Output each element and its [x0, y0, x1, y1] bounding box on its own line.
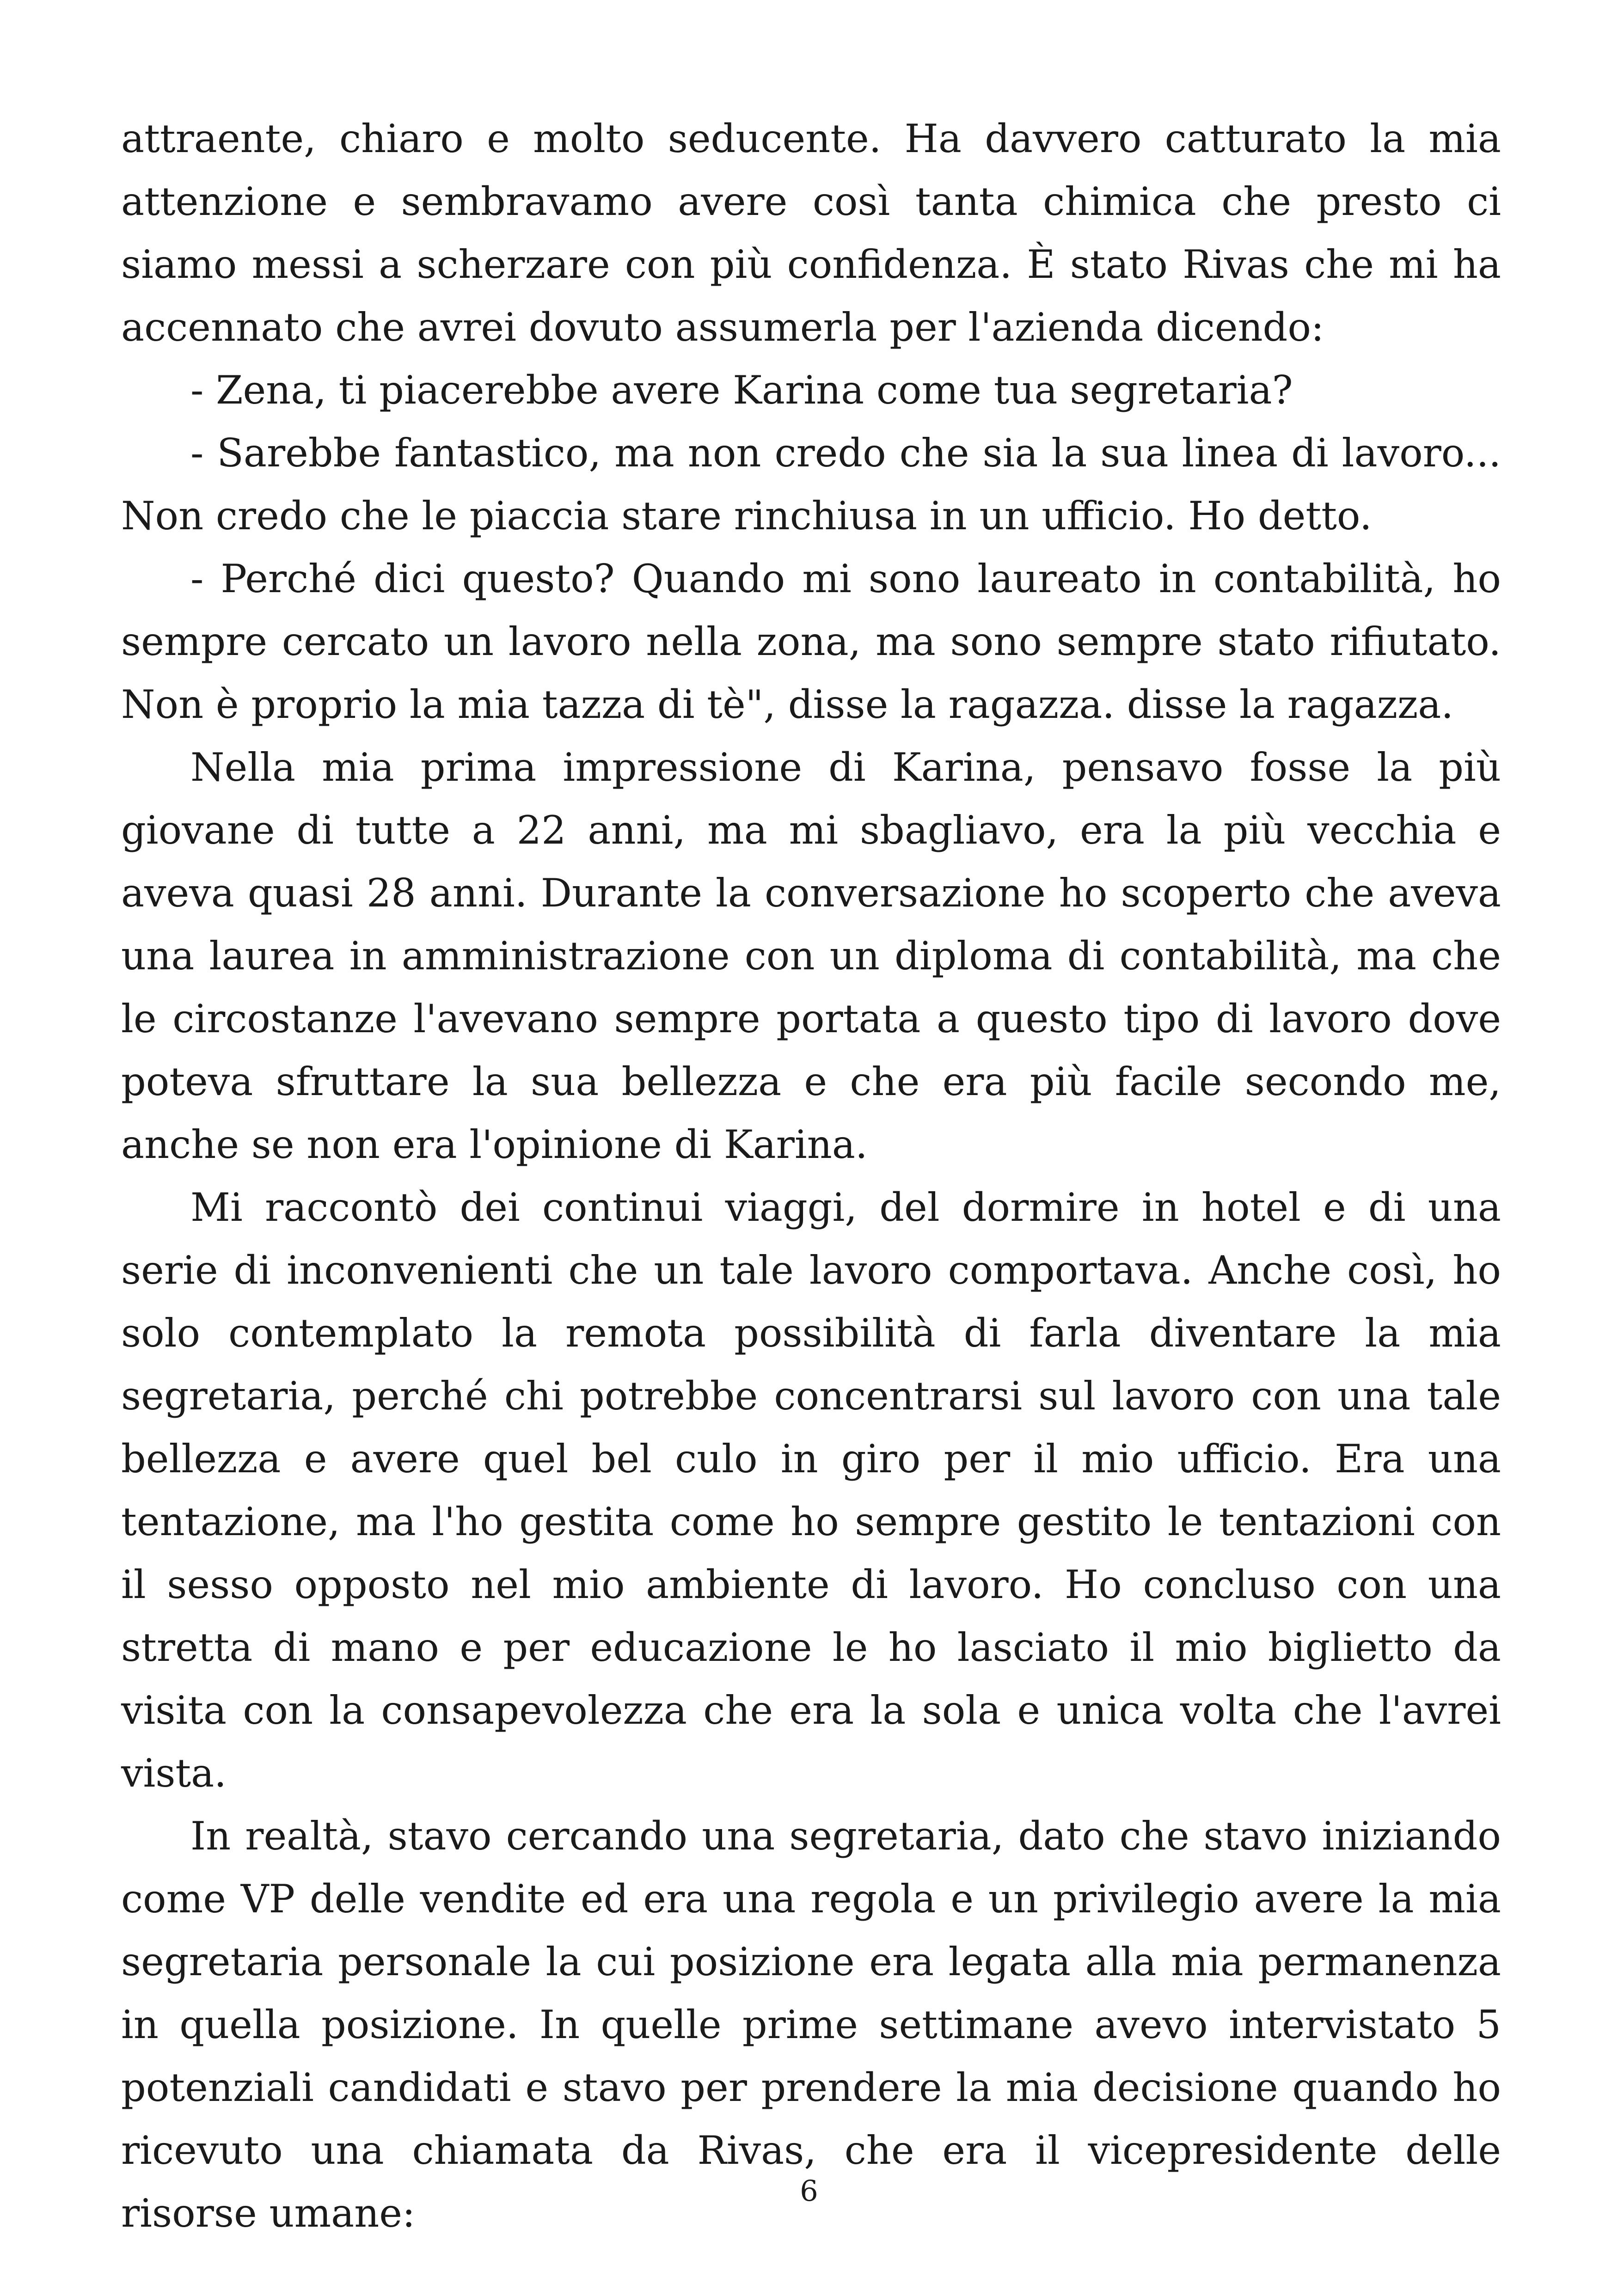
paragraph-travels: Mi raccontò dei continui viaggi, del dormire in hotel e di una serie di inconvenienti che un tale lavoro comportava. Anche così, ho solo contemplato la remota possibilità di farla diventare la mia segretaria, perché chi potrebbe concentrarsi sul lavoro con una tale bellezza e avere quel bel culo in giro per il mio ufficio. Era una tentazione, ma l'ho gestita come ho sempre gestito le tentazioni con il sesso opposto nel mio ambiente di lavoro. Ho concluso con una stretta di mano e per educazione le ho lasciato il mio biglietto da visita con la consapevolezza che era la sola e unica volta che l'avrei vista. — [121, 1185, 1501, 1796]
body-text — [121, 107, 1501, 2245]
paragraph-dialogue-1: - Zena, ti piacerebbe avere Karina come tua segretaria? — [190, 367, 1293, 413]
paragraph-secretary-search: In realtà, stavo cercando una segretaria, dato che stavo iniziando come VP delle vendite ed era una regola e un privilegio avere la mia segretaria personale la cui posizione era legata alla mia permanenza in quella posizione. In quelle prime settimane avevo intervistato 5 potenziali candidati e stavo per prendere la mia decisione quando ho ricevuto una chiamata da Rivas, che era il vicepresidente delle risorse umane: — [121, 1813, 1501, 2236]
paragraph-dialogue-3: - Perché dici questo? Quando mi sono laureato in contabilità, ho sempre cercato un lavoro nella zona, ma sono sempre stato rifiutato. Non è proprio la mia tazza di tè", disse la ragazza. disse la ragazza. — [121, 556, 1501, 727]
paragraph-dialogue-2: - Sarebbe fantastico, ma non credo che sia la sua linea di lavoro... Non credo che le piaccia stare rinchiusa in un ufficio. Ho detto. — [121, 430, 1501, 539]
paragraph-continuation: attraente, chiaro e molto seducente. Ha davvero catturato la mia attenzione e sembravamo avere così tanta chimica che presto ci siamo messi a scherzare con più confidenza. È stato Rivas che mi ha accennato che avrei dovuto assumerla per l'azienda dicendo: — [121, 116, 1501, 350]
paragraph-first-impression: Nella mia prima impressione di Karina, pensavo fosse la più giovane di tutte a 22 anni, ma mi sbagliavo, era la più vecchia e aveva quasi 28 anni. Durante la conversazione ho scoperto che aveva una laurea in amministrazione con un diploma di contabilità, ma che le circostanze l'avevano sempre portata a questo tipo di lavoro dove poteva sfruttare la sua bellezza e che era più facile secondo me, anche se non era l'opinione di Karina. — [121, 745, 1501, 1167]
page-number: 6 — [800, 2174, 818, 2208]
